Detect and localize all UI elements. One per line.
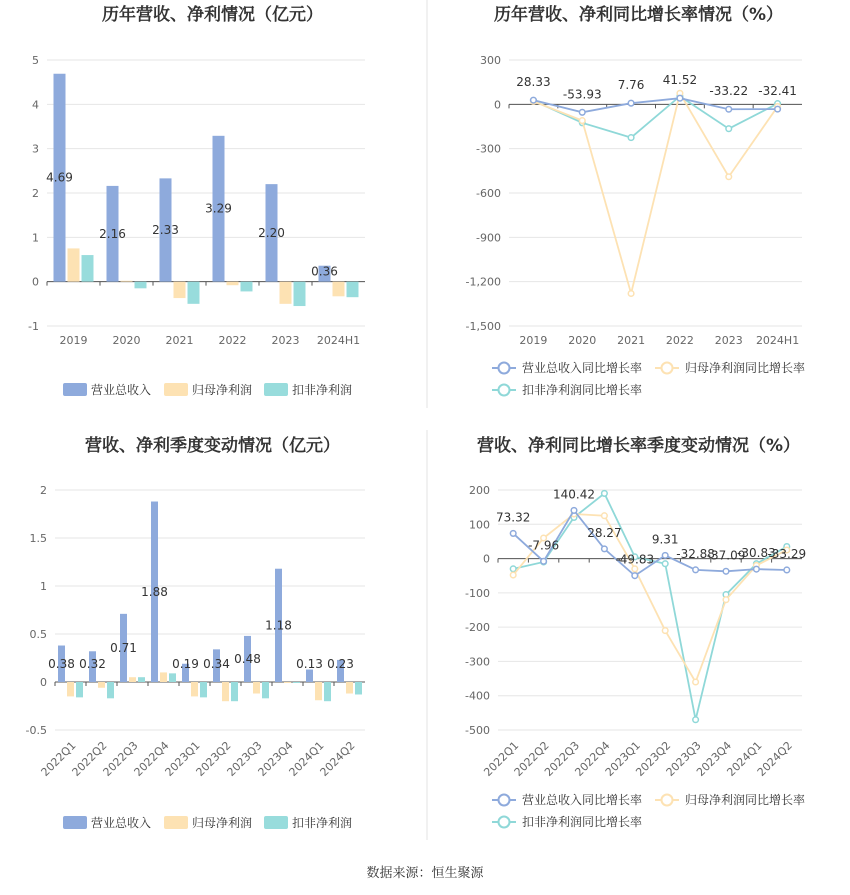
x-tick-label: 2024Q2 xyxy=(317,738,358,779)
bar xyxy=(174,282,186,298)
data-point xyxy=(723,568,729,574)
data-point xyxy=(510,566,516,572)
x-tick-label: 2024H1 xyxy=(316,334,361,347)
data-point xyxy=(541,559,547,565)
y-tick-label: 2 xyxy=(32,187,39,200)
series-line xyxy=(533,96,777,137)
bar xyxy=(294,282,306,306)
x-tick-label: 2022 xyxy=(218,334,247,347)
legend-label: 扣非净利润 xyxy=(292,383,353,397)
x-tick-label: 2022Q3 xyxy=(100,738,141,779)
legend-swatch xyxy=(264,383,288,396)
y-tick-label: 100 xyxy=(469,518,490,532)
legend-marker xyxy=(662,795,673,806)
annual-line xyxy=(466,4,805,397)
x-tick-label: 2022Q4 xyxy=(572,738,613,779)
data-label: 28.33 xyxy=(516,75,551,90)
data-label: 2.20 xyxy=(258,225,285,240)
x-tick-label: 2023Q3 xyxy=(663,738,704,779)
legend-marker xyxy=(662,363,673,374)
y-tick-label: 4 xyxy=(32,98,39,112)
bar xyxy=(306,670,313,682)
data-point xyxy=(754,566,760,572)
data-point xyxy=(784,567,790,573)
data-point xyxy=(662,561,668,567)
data-point xyxy=(628,135,634,141)
data-point xyxy=(571,508,577,514)
chart-title: 营收、净利同比增长率季度变动情况（%） xyxy=(476,436,801,456)
bar xyxy=(135,282,147,289)
data-label: 1.88 xyxy=(141,584,168,599)
bar xyxy=(231,682,238,701)
data-point xyxy=(579,118,585,124)
data-label: 41.52 xyxy=(662,73,698,88)
bar xyxy=(107,682,114,698)
y-tick-label: 0 xyxy=(483,552,490,566)
y-tick-label: -1,200 xyxy=(465,275,501,289)
x-tick-label: 2024Q1 xyxy=(724,738,765,779)
data-label: -32.41 xyxy=(758,84,797,99)
y-tick-label: -200 xyxy=(465,621,490,635)
y-tick-label: 0.5 xyxy=(29,628,47,641)
series-line xyxy=(513,493,787,719)
x-tick-label: 2023Q4 xyxy=(255,738,296,779)
data-point xyxy=(602,491,608,497)
bar xyxy=(262,682,269,698)
y-tick-label: 3 xyxy=(32,142,39,156)
data-label: 2.16 xyxy=(99,226,126,241)
legend-label: 归母净利润 xyxy=(192,383,253,397)
data-point xyxy=(723,597,729,603)
chart-title: 历年营收、净利同比增长率情况（%） xyxy=(493,5,784,25)
chart-title: 营收、净利季度变动情况（亿元） xyxy=(85,436,340,456)
legend-swatch xyxy=(63,383,87,396)
legend-label: 扣非净利润同比增长率 xyxy=(522,383,643,397)
data-label: -32.88 xyxy=(676,546,715,561)
data-label: 0.38 xyxy=(48,657,75,671)
data-point xyxy=(726,126,732,132)
legend-swatch xyxy=(164,816,188,829)
y-tick-label: -0.5 xyxy=(25,724,47,737)
data-label: -33.29 xyxy=(767,546,807,561)
legend-label: 归母净利润同比增长率 xyxy=(685,793,806,807)
chart-title: 历年营收、净利情况（亿元） xyxy=(102,5,323,25)
x-tick-label: 2021 xyxy=(617,334,646,347)
y-tick-label: 5 xyxy=(32,54,39,67)
legend-marker xyxy=(499,363,510,374)
x-tick-label: 2024Q2 xyxy=(754,738,795,779)
data-label: -33.22 xyxy=(709,84,749,99)
data-label: 9.31 xyxy=(651,532,679,547)
legend-label: 营业总收入 xyxy=(91,383,152,397)
y-tick-label: -1,500 xyxy=(465,320,501,333)
y-tick-label: -500 xyxy=(465,724,490,737)
legend-label: 营业总收入同比增长率 xyxy=(522,361,643,375)
legend-marker xyxy=(499,817,510,828)
x-tick-label: 2019 xyxy=(519,334,548,347)
bar xyxy=(169,673,176,682)
y-tick-label: 300 xyxy=(480,54,501,67)
x-tick-label: 2022Q4 xyxy=(131,738,172,779)
x-tick-label: 2021 xyxy=(165,334,194,347)
data-label: -53.93 xyxy=(562,87,602,102)
bar xyxy=(121,281,133,282)
legend-label: 营业总收入 xyxy=(91,816,152,830)
x-tick-label: 2023 xyxy=(714,334,743,347)
data-point xyxy=(693,679,699,685)
x-tick-label: 2024Q1 xyxy=(286,738,327,779)
data-label: 2.33 xyxy=(152,223,179,238)
bar xyxy=(324,682,331,701)
bar xyxy=(347,282,359,298)
data-point xyxy=(726,174,732,180)
x-tick-label: 2019 xyxy=(59,334,88,347)
legend-marker xyxy=(499,385,510,396)
bar xyxy=(188,282,200,304)
bar xyxy=(227,282,239,286)
x-tick-label: 2022Q2 xyxy=(511,738,552,779)
quarter-bar xyxy=(26,435,365,830)
data-label: -30.83 xyxy=(737,546,776,561)
bar xyxy=(76,682,83,697)
legend-swatch xyxy=(63,816,87,829)
data-point xyxy=(628,100,634,106)
data-label: -37.09 xyxy=(706,548,746,563)
x-tick-label: 2023Q1 xyxy=(602,738,643,779)
x-tick-label: 2023Q2 xyxy=(193,738,234,779)
x-tick-label: 2022Q1 xyxy=(481,738,522,779)
data-label: 0.34 xyxy=(203,657,230,671)
x-tick-label: 2024H1 xyxy=(755,334,800,347)
data-point xyxy=(693,567,699,573)
data-label: 0.71 xyxy=(110,640,137,655)
data-point xyxy=(602,546,608,552)
data-source: 数据来源：恒生聚源 xyxy=(366,866,484,881)
bar xyxy=(346,682,353,694)
data-point xyxy=(662,553,668,559)
legend-label: 归母净利润同比增长率 xyxy=(685,361,806,375)
quarter-line xyxy=(465,435,806,829)
data-label: 28.27 xyxy=(587,525,622,540)
bar xyxy=(98,682,105,688)
data-point xyxy=(726,106,732,112)
bar xyxy=(333,282,345,297)
y-tick-label: -400 xyxy=(465,689,490,703)
data-label: 7.76 xyxy=(617,78,645,93)
data-label: 3.29 xyxy=(205,201,232,216)
data-label: 0.32 xyxy=(79,657,106,671)
data-label: 0.13 xyxy=(296,657,323,671)
data-point xyxy=(510,531,516,537)
bar xyxy=(160,672,167,682)
bar xyxy=(129,677,136,682)
x-tick-label: 2020 xyxy=(112,334,141,347)
y-tick-label: 0 xyxy=(32,275,39,289)
y-tick-label: -100 xyxy=(465,586,490,600)
data-point xyxy=(693,717,699,723)
bar xyxy=(67,682,74,696)
data-label: -49.83 xyxy=(615,552,655,567)
x-tick-label: 2023Q3 xyxy=(224,738,265,779)
data-label: 4.69 xyxy=(46,170,73,185)
x-tick-label: 2022Q1 xyxy=(38,738,79,779)
y-tick-label: -600 xyxy=(476,187,501,200)
bar xyxy=(284,682,291,683)
data-label: 73.32 xyxy=(496,510,531,525)
data-point xyxy=(510,572,516,578)
data-point xyxy=(632,566,638,572)
x-tick-label: 2020 xyxy=(568,334,597,347)
data-point xyxy=(602,513,608,519)
data-label: -7.96 xyxy=(528,538,560,553)
data-point xyxy=(628,291,634,297)
x-tick-label: 2022 xyxy=(665,334,694,347)
annual-bar xyxy=(28,4,365,397)
bar xyxy=(82,255,94,282)
data-label: 0.36 xyxy=(311,264,338,279)
y-tick-label: 1.5 xyxy=(29,532,47,545)
legend-marker xyxy=(499,795,510,806)
x-tick-label: 2022Q2 xyxy=(69,738,110,779)
data-label: 0.19 xyxy=(172,657,199,671)
y-tick-label: 200 xyxy=(469,484,490,497)
data-point xyxy=(579,110,585,116)
y-tick-label: 0 xyxy=(40,676,47,689)
legend-label: 归母净利润 xyxy=(192,816,253,830)
y-tick-label: -300 xyxy=(465,655,490,669)
bar xyxy=(280,282,292,304)
y-tick-label: 2 xyxy=(40,484,47,497)
x-tick-label: 2023Q4 xyxy=(694,738,735,779)
x-tick-label: 2022Q3 xyxy=(542,738,583,779)
data-point xyxy=(632,573,638,579)
y-tick-label: -1 xyxy=(28,320,39,333)
y-tick-label: 1 xyxy=(32,231,39,245)
bar xyxy=(138,677,145,682)
x-tick-label: 2023Q2 xyxy=(633,738,674,779)
data-point xyxy=(531,97,537,103)
bar xyxy=(200,682,207,697)
data-label: 140.42 xyxy=(553,487,595,502)
bar xyxy=(241,282,253,292)
legend-label: 扣非净利润同比增长率 xyxy=(522,815,643,829)
bar xyxy=(222,682,229,701)
data-label: 1.18 xyxy=(265,618,292,633)
bar xyxy=(191,682,198,696)
y-tick-label: 0 xyxy=(494,98,501,112)
data-point xyxy=(662,628,668,634)
data-label: 0.23 xyxy=(327,657,354,671)
legend-swatch xyxy=(264,816,288,829)
legend-label: 扣非净利润 xyxy=(292,816,353,830)
data-label: 0.48 xyxy=(234,651,261,666)
y-tick-label: -900 xyxy=(476,231,501,245)
y-tick-label: 1 xyxy=(40,580,47,593)
bar xyxy=(68,248,80,281)
bar xyxy=(293,682,300,683)
y-tick-label: -300 xyxy=(476,142,501,156)
bar xyxy=(355,682,362,694)
bar xyxy=(253,682,260,694)
legend-label: 营业总收入同比增长率 xyxy=(522,793,643,807)
bar xyxy=(315,682,322,700)
x-tick-label: 2023 xyxy=(271,334,300,347)
data-point xyxy=(677,95,683,101)
legend-swatch xyxy=(164,383,188,396)
data-point xyxy=(775,106,781,112)
x-tick-label: 2023Q1 xyxy=(162,738,203,779)
